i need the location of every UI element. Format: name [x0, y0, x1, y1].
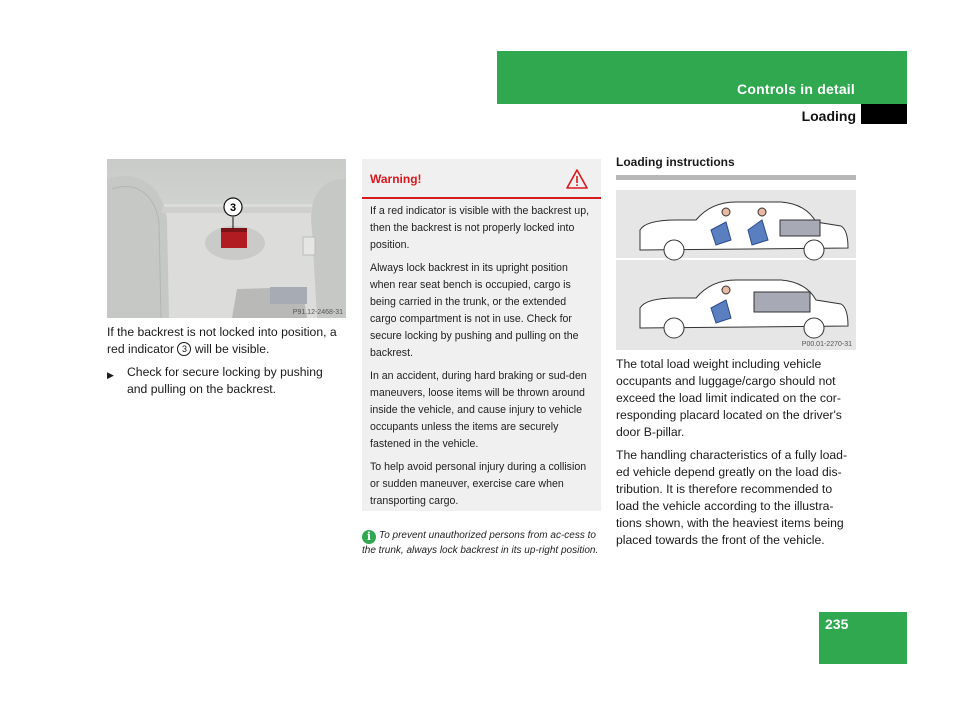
loading-paragraph: The handling characteristics of a fully load-ed vehicle depend greatly on the load dis-tribution. It is therefore recommended to load the vehicle according to the illustra-tions shown, with the heaviest items being placed towards the front of the vehicle.: [616, 448, 848, 547]
warning-triangle-icon: [565, 168, 589, 190]
warning-paragraph: Always lock backrest in its upright position when rear seat bench is occupied, cargo is being carried in the trunk, or the extended cargo compartment is not in use. Check for secure locking by pushing and pulling on the backrest.: [370, 262, 579, 359]
svg-text:3: 3: [229, 202, 237, 214]
loading-diagram: [616, 190, 856, 350]
warning-header: [362, 159, 601, 199]
loading-instructions-heading: Loading instructions: [616, 155, 856, 180]
loading-paragraph: The total load weight including vehicle occupants and luggage/cargo should not exceed the load limit indicated on the cor-responding placard located on the driver's door B-pillar.: [616, 357, 842, 439]
bullet-arrow-icon: ▶: [107, 370, 114, 380]
warning-body: [362, 199, 601, 510]
warning-paragraph: If a red indicator is visible with the backrest up, then the backrest is not properly locked into position.: [370, 205, 590, 251]
photo-code: P91.12-2468-31: [292, 309, 343, 316]
header-bar: [497, 51, 907, 104]
right-column: [616, 155, 856, 549]
car-diagram-backrest-folded: [640, 280, 848, 338]
car-diagram-rear-seats-occupied: [640, 202, 848, 260]
page-number: 235: [825, 616, 849, 632]
warning-title: Warning!: [370, 172, 422, 186]
subsection-title: Loading: [801, 108, 856, 124]
circled-number: 3: [177, 342, 191, 356]
info-icon: i: [362, 530, 376, 544]
warning-box: [362, 159, 601, 511]
section-title: Controls in detail: [737, 81, 855, 97]
backrest-indicator-photo: [107, 159, 346, 318]
warning-paragraph: To help avoid personal injury during a collision or sudden maneuver, exercise care when transporting cargo.: [370, 461, 587, 507]
info-note: [362, 529, 604, 559]
page-number-box: [819, 612, 907, 664]
indicator-paragraph: If the backrest is not locked into position, a red indicator 3 will be visible.: [107, 325, 337, 356]
bullet-text: Check for secure locking by pushing and pulling on the backrest.: [127, 365, 323, 396]
info-text: To prevent unauthorized persons from ac-cess to the trunk, always lock backrest in its up-right position.: [362, 530, 599, 556]
diagram-code: P00.01-2270-31: [801, 341, 852, 348]
loading-text: [616, 356, 856, 549]
instruction-bullet: [107, 364, 346, 398]
warning-paragraph: In an accident, during hard braking or sud-den maneuvers, loose items will be thrown around inside the vehicle, and cause injury to vehicle occupants unless the items are securely fastened in the vehicle.: [370, 370, 587, 450]
section-tab-marker: [861, 104, 907, 124]
left-column: [107, 159, 346, 398]
